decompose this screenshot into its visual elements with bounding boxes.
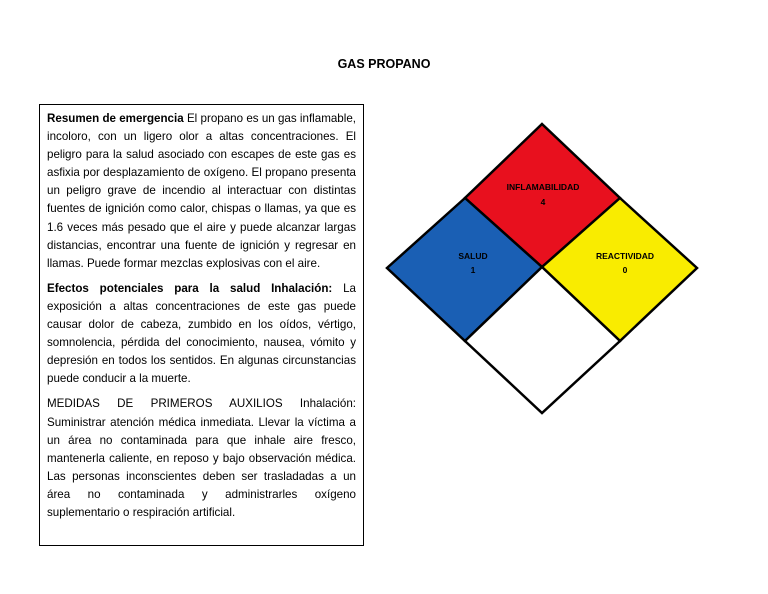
- efectos-heading: Efectos potenciales para la salud Inhalación:: [47, 281, 333, 295]
- inflamabilidad-label: INFLAMABILIDAD: [506, 182, 580, 192]
- medidas-paragraph: [47, 395, 356, 522]
- efectos-paragraph: [47, 280, 356, 389]
- salud-value: 1: [470, 265, 476, 275]
- reactividad-label: REACTIVIDAD: [595, 251, 655, 261]
- efectos-text: La exposición a altas concentraciones de este gas puede causar dolor de cabeza, zumbido en los oídos, vértigo, somnolencia, pérdida del conocimiento, nausea, vómito y depresión en todos los sentidos. En algunas circunstancias puede conducir a la muerte.: [47, 281, 356, 386]
- resumen-paragraph: [47, 110, 356, 273]
- page-title: GAS PROPANO: [337, 57, 431, 71]
- resumen-heading: Resumen de emergencia: [47, 112, 184, 125]
- reactividad-value: 0: [622, 265, 628, 275]
- resumen-text: El propano es un gas inflamable, incoloro, con un ligero olor a altas concentraciones. El peligro para la salud asociado con escapes de este gas es asfixia por desplazamiento de oxígeno. El propano presenta un peligro grave de incendio al interactuar con distintas fuentes de ignición como calor, chispas o llamas, ya que es 1.6 veces más pesado que el aire y puede alcanzar largas distancias, encontrar una fuente de ignición y regresar en llamas. Puede formar mezclas explosivas con el aire.: [47, 112, 356, 270]
- inflamabilidad-value: 4: [540, 197, 546, 207]
- emergency-info-box: [39, 104, 364, 546]
- nfpa-diamond: [380, 118, 700, 418]
- salud-label: SALUD: [458, 251, 488, 261]
- medidas-text: MEDIDAS DE PRIMEROS AUXILIOS Inhalación: Suministrar atención médica inmediata. Llevar la víctima a un área no contaminada para que inhale aire fresco, mantenerla caliente, en reposo y bajo observación médica. Las personas inconscientes deben ser trasladadas a un área no contaminada y administrarles oxígeno suplementario o respiración artificial.: [47, 397, 356, 519]
